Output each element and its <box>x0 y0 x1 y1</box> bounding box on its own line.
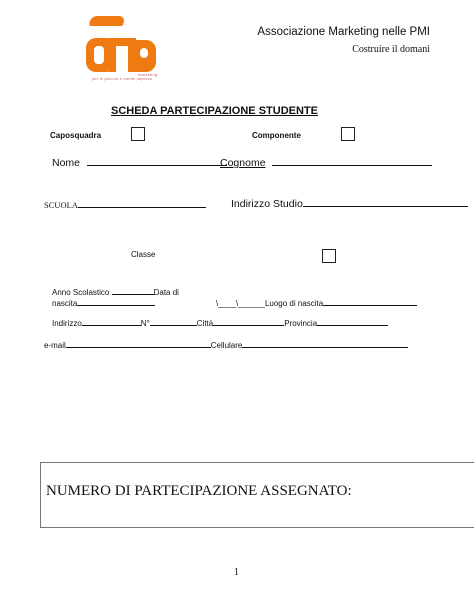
form-title: SCHEDA PARTECIPAZIONE STUDENTE <box>111 105 318 117</box>
email-row <box>44 338 408 350</box>
org-name: Associazione Marketing nelle PMI <box>257 26 430 38</box>
citta-field[interactable] <box>213 316 284 326</box>
logo-cutout <box>116 46 128 72</box>
nascita-row <box>52 296 155 308</box>
indirizzo-studio-label: Indirizzo Studio <box>231 198 303 210</box>
scuola-label: SCUOLA <box>44 200 79 210</box>
logo-cutout <box>140 48 148 58</box>
numero-field[interactable] <box>150 316 197 326</box>
nome-row <box>52 154 227 169</box>
componente-label: Componente <box>252 131 301 140</box>
classe-checkbox[interactable] <box>322 249 336 263</box>
logo-small-text: per le piccole e medie imprese <box>92 76 153 81</box>
assigned-number-box <box>40 462 474 528</box>
cognome-field[interactable] <box>272 154 432 166</box>
cognome-row <box>220 154 432 169</box>
anno-scolastico-field[interactable] <box>112 285 154 295</box>
data-di-label: Data di <box>153 288 179 297</box>
provincia-label: Provincia <box>284 319 318 328</box>
data-nascita-field[interactable] <box>77 296 155 306</box>
scuola-field[interactable] <box>78 196 206 208</box>
cellulare-field[interactable] <box>242 338 408 348</box>
luogo-nascita-field[interactable] <box>323 296 417 306</box>
indirizzo-row <box>52 316 388 328</box>
anno-scolastico-label: Anno Scolastico <box>52 288 110 297</box>
indirizzo-label: Indirizzo <box>52 319 82 328</box>
page-number: 1 <box>234 567 239 578</box>
indirizzo-studio-row <box>231 195 468 210</box>
provincia-field[interactable] <box>317 316 388 326</box>
numero-label: N° <box>140 319 150 328</box>
nome-field[interactable] <box>87 154 227 166</box>
org-tagline: Costruire il domani <box>352 44 430 55</box>
componente-checkbox[interactable] <box>341 127 355 141</box>
association-logo <box>86 16 178 81</box>
luogo-nascita-label: Luogo di nascita <box>264 299 324 308</box>
email-field[interactable] <box>66 338 211 348</box>
scuola-row <box>44 196 206 210</box>
classe-label: Classe <box>131 250 156 259</box>
logo-swoosh <box>89 16 125 26</box>
logo-cutout <box>94 46 104 64</box>
assigned-number-label: NUMERO DI PARTECIPAZIONE ASSEGNATO: <box>46 483 352 499</box>
logo-small-text: marketing <box>138 72 158 77</box>
email-label: e-mail <box>44 341 66 350</box>
indirizzo-field[interactable] <box>82 316 141 326</box>
caposquadra-label: Caposquadra <box>50 131 102 140</box>
citta-label: Città <box>196 319 214 328</box>
nascita-label: nascita <box>52 299 78 308</box>
indirizzo-studio-field[interactable] <box>303 195 468 207</box>
nome-label: Nome <box>52 157 81 169</box>
caposquadra-checkbox[interactable] <box>131 127 145 141</box>
cognome-label: Cognome <box>220 157 266 169</box>
date-separators[interactable]: \____\______ <box>216 299 265 308</box>
cellulare-label: Cellulare <box>210 341 243 350</box>
luogo-nascita-row <box>216 296 417 308</box>
